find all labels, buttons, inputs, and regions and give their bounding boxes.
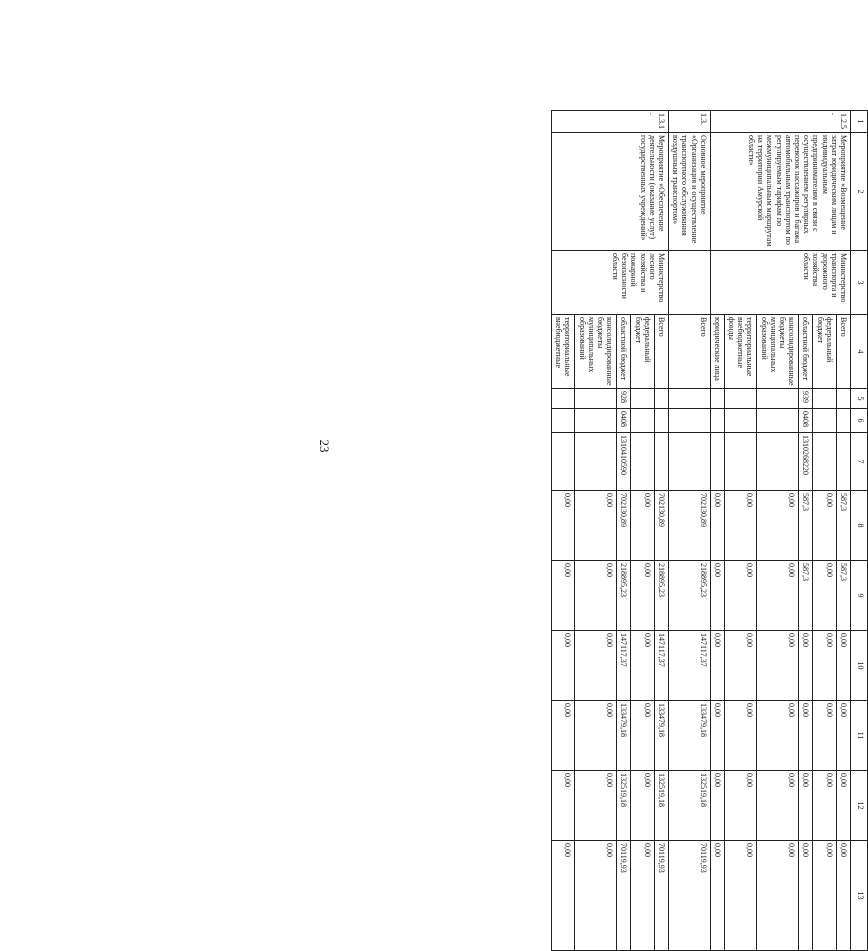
value-cell [669,409,711,433]
value-cell [631,409,654,433]
value-cell: 0,00 [836,771,850,841]
value-cell: 0,00 [757,841,799,951]
row-number-cell: 1.3.1. [552,111,669,133]
value-cell: 0408 [617,409,631,433]
value-cell: 0,00 [552,491,575,561]
value-cell [552,409,575,433]
value-cell [836,409,850,433]
funding-source-cell: федеральный бюджет [631,315,654,389]
funding-source-cell: территориальные внебюджетные фонды [724,315,757,389]
value-cell [813,409,836,433]
value-cell: 0,00 [836,701,850,771]
value-cell: 0,00 [836,841,850,951]
value-cell [757,409,799,433]
value-cell: 1310410590 [617,433,631,491]
value-cell [836,389,850,409]
budget-table [551,110,868,951]
value-cell [724,409,757,433]
executor-cell: Министерство транспорта и дорожного хозяйства области [710,251,850,315]
value-cell: 0,00 [799,841,813,951]
value-cell: 587,3 [799,561,813,631]
value-cell [575,433,617,491]
value-cell: 133479,18 [669,701,711,771]
value-cell: 0,00 [724,491,757,561]
value-cell: 0,00 [710,491,724,561]
col-header: 11 [851,701,868,771]
funding-source-cell: Всего [836,315,850,389]
col-header: 1 [851,111,868,133]
table-body [552,111,851,951]
col-header: 10 [851,631,868,701]
value-cell: 0,00 [724,701,757,771]
value-cell: 0,00 [575,631,617,701]
value-cell [724,389,757,409]
value-cell: 0,00 [724,771,757,841]
value-cell: 132519,18 [669,771,711,841]
measure-name-cell: Мероприятие «Возмещение затрат юридическим лицам и индивидуальным предпринимателям в связи с осуществлением регулярных перевозок пассажиров и багажа автомобильным транспортом по регулируемым тарифам по межмуниципальным маршрутам на территории Амурской области» [710,133,850,251]
col-header: 13 [851,841,868,951]
value-cell: 0,00 [799,771,813,841]
measure-name-cell: Основное мероприятие «Организация и осуществление транспортного обслуживания воздушным транспортом» [669,133,711,251]
value-cell: 0,00 [552,701,575,771]
value-cell: 70119,93 [617,841,631,951]
rotated-table-container [408,110,868,930]
value-cell: 0,00 [757,561,799,631]
value-cell: 0,00 [813,561,836,631]
value-cell: 218895,23 [654,561,668,631]
value-cell: 147117,37 [654,631,668,701]
value-cell [710,409,724,433]
row-number-cell: 1.3. [669,111,711,133]
value-cell [757,389,799,409]
value-cell: 0,00 [757,701,799,771]
value-cell: 0,00 [813,491,836,561]
value-cell: 0,00 [724,631,757,701]
value-cell: 0,00 [799,701,813,771]
value-cell: 0,00 [552,561,575,631]
value-cell: 0,00 [631,561,654,631]
value-cell [710,389,724,409]
value-cell: 0,00 [575,771,617,841]
value-cell: 939 [799,389,813,409]
value-cell: 1310268220 [799,433,813,491]
value-cell [669,433,711,491]
value-cell: 0,00 [631,771,654,841]
col-header: 5 [851,389,868,409]
funding-source-cell: юридические лица [710,315,724,389]
value-cell: 132519,18 [617,771,631,841]
value-cell: 0,00 [575,701,617,771]
value-cell: 147117,37 [617,631,631,701]
table-row [836,111,850,951]
value-cell: 0,00 [757,771,799,841]
value-cell: 0,00 [552,841,575,951]
table-row [669,111,711,951]
value-cell: 0408 [799,409,813,433]
value-cell: 0,00 [710,701,724,771]
value-cell [757,433,799,491]
value-cell: 702130,89 [654,491,668,561]
value-cell: 0,00 [799,631,813,701]
row-number-cell: 1.2.5. [710,111,850,133]
value-cell [654,433,668,491]
value-cell: 147117,37 [669,631,711,701]
value-cell: 587,3 [836,491,850,561]
col-header: 6 [851,409,868,433]
page-number: 23 [317,439,332,453]
executor-cell: Министерство лесного хозяйства и пожарной безопасности области [552,251,669,315]
value-cell [631,389,654,409]
value-cell: 70119,93 [654,841,668,951]
value-cell: 218895,23 [617,561,631,631]
value-cell: 0,00 [710,841,724,951]
value-cell [631,433,654,491]
col-header: 4 [851,315,868,389]
value-cell [552,433,575,491]
value-cell: 0,00 [710,631,724,701]
col-header: 9 [851,561,868,631]
value-cell [654,389,668,409]
value-cell: 702130,89 [617,491,631,561]
col-header: 7 [851,433,868,491]
col-header: 8 [851,491,868,561]
value-cell: 0,00 [710,771,724,841]
value-cell: 0,00 [552,771,575,841]
value-cell: 928 [617,389,631,409]
value-cell: 132519,18 [654,771,668,841]
funding-source-cell: консолидированные бюджеты муниципальных образований [757,315,799,389]
value-cell [654,409,668,433]
value-cell [575,389,617,409]
value-cell [836,433,850,491]
value-cell: 0,00 [757,491,799,561]
value-cell: 0,00 [813,771,836,841]
executor-cell [669,251,711,315]
value-cell: 0,00 [724,841,757,951]
value-cell [710,433,724,491]
value-cell [669,389,711,409]
value-cell: 218895,23 [669,561,711,631]
col-header: 3 [851,251,868,315]
table-row [654,111,668,951]
measure-name-cell: Мероприятие «Обеспечение деятельности (оказание услуг) государственных учреждений» [552,133,669,251]
value-cell: 0,00 [631,631,654,701]
value-cell: 0,00 [631,841,654,951]
value-cell [813,389,836,409]
value-cell: 0,00 [813,701,836,771]
value-cell: 0,00 [575,841,617,951]
value-cell [575,409,617,433]
value-cell: 0,00 [710,561,724,631]
funding-source-cell: территориальные внебюджетные [552,315,575,389]
value-cell: 0,00 [575,561,617,631]
funding-source-cell: Всего [669,315,711,389]
value-cell: 0,00 [631,701,654,771]
value-cell: 0,00 [836,631,850,701]
value-cell [724,433,757,491]
funding-source-cell: федеральный бюджет [813,315,836,389]
value-cell [552,389,575,409]
col-header: 2 [851,133,868,251]
value-cell: 0,00 [724,561,757,631]
value-cell: 133479,18 [654,701,668,771]
funding-source-cell: областной бюджет [799,315,813,389]
header-row [851,111,868,951]
funding-source-cell: областной бюджет [617,315,631,389]
value-cell: 0,00 [552,631,575,701]
value-cell: 70119,93 [669,841,711,951]
value-cell: 133479,18 [617,701,631,771]
value-cell: 0,00 [813,841,836,951]
funding-source-cell: Всего [654,315,668,389]
col-header: 12 [851,771,868,841]
value-cell: 587,3 [836,561,850,631]
value-cell: 0,00 [813,631,836,701]
value-cell: 0,00 [631,491,654,561]
value-cell: 702130,89 [669,491,711,561]
value-cell: 0,00 [575,491,617,561]
value-cell: 587,3 [799,491,813,561]
value-cell: 0,00 [757,631,799,701]
funding-source-cell: консолидированные бюджеты муниципальных образований [575,315,617,389]
value-cell [813,433,836,491]
